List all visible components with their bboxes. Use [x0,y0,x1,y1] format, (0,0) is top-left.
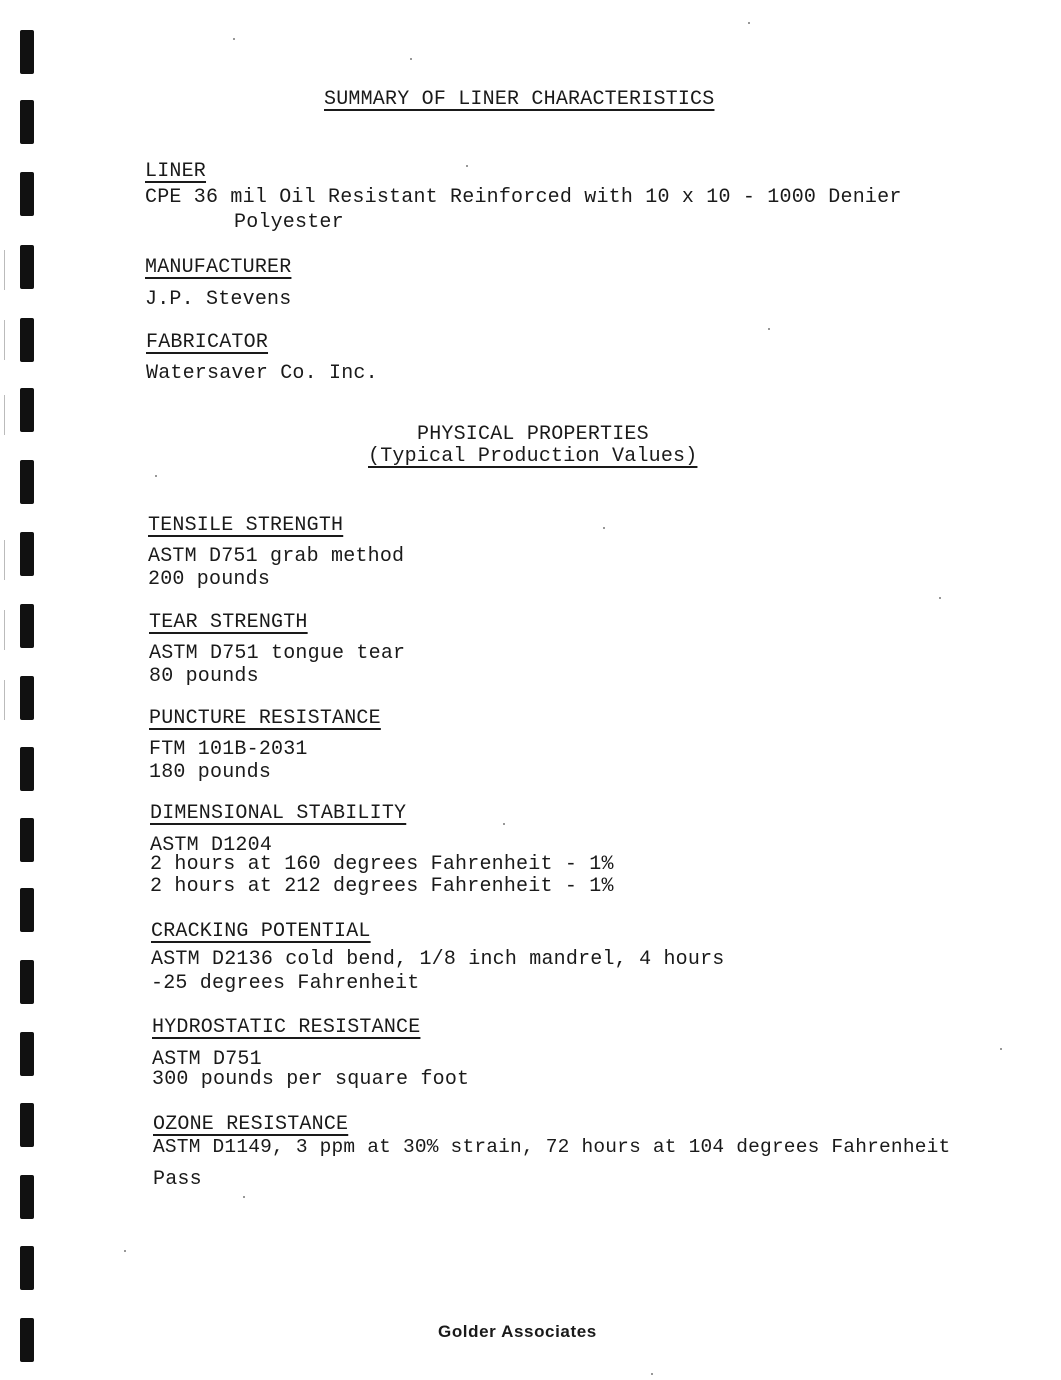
document-title: SUMMARY OF LINER CHARACTERISTICS [324,88,715,111]
section-line: ASTM D751 [152,1048,262,1071]
section-line: 300 pounds per square foot [152,1068,470,1091]
section-line: 180 pounds [149,761,272,784]
manufacturer-value: J.P. Stevens [145,288,292,311]
section-heading: OZONE RESISTANCE [153,1113,349,1136]
liner-line-1: CPE 36 mil Oil Resistant Reinforced with 10 x 10 - 1000 Denier [145,186,902,209]
section-line: ASTM D1149, 3 ppm at 30% strain, 72 hours at 104 degrees Fahrenheit [153,1136,951,1158]
manufacturer-heading: MANUFACTURER [145,256,292,279]
fabricator-heading: FABRICATOR [146,331,269,354]
section-line: 2 hours at 212 degrees Fahrenheit - 1% [150,875,614,898]
physical-properties-heading: PHYSICAL PROPERTIES [417,423,649,446]
section-line: ASTM D1204 [150,834,273,857]
section-heading: TENSILE STRENGTH [148,514,344,537]
footer-company-name: Golder Associates [438,1322,597,1341]
section-heading: DIMENSIONAL STABILITY [150,802,407,825]
section-line: Pass [153,1168,202,1191]
fabricator-value: Watersaver Co. Inc. [146,362,378,385]
section-line: ASTM D751 grab method [148,545,405,568]
section-line: FTM 101B-2031 [149,738,308,761]
section-heading: CRACKING POTENTIAL [151,920,371,943]
section-heading: PUNCTURE RESISTANCE [149,707,381,730]
section-line: 2 hours at 160 degrees Fahrenheit - 1% [150,853,614,876]
section-line: ASTM D751 tongue tear [149,642,406,665]
section-line: 200 pounds [148,568,271,591]
section-heading: TEAR STRENGTH [149,611,308,634]
liner-line-2: Polyester [234,211,344,234]
section-heading: HYDROSTATIC RESISTANCE [152,1016,421,1039]
section-line: 80 pounds [149,665,259,688]
section-line: -25 degrees Fahrenheit [151,972,420,995]
physical-properties-subheading: (Typical Production Values) [368,445,698,468]
section-line: ASTM D2136 cold bend, 1/8 inch mandrel, 4 hours [151,948,725,971]
liner-heading: LINER [145,160,207,183]
